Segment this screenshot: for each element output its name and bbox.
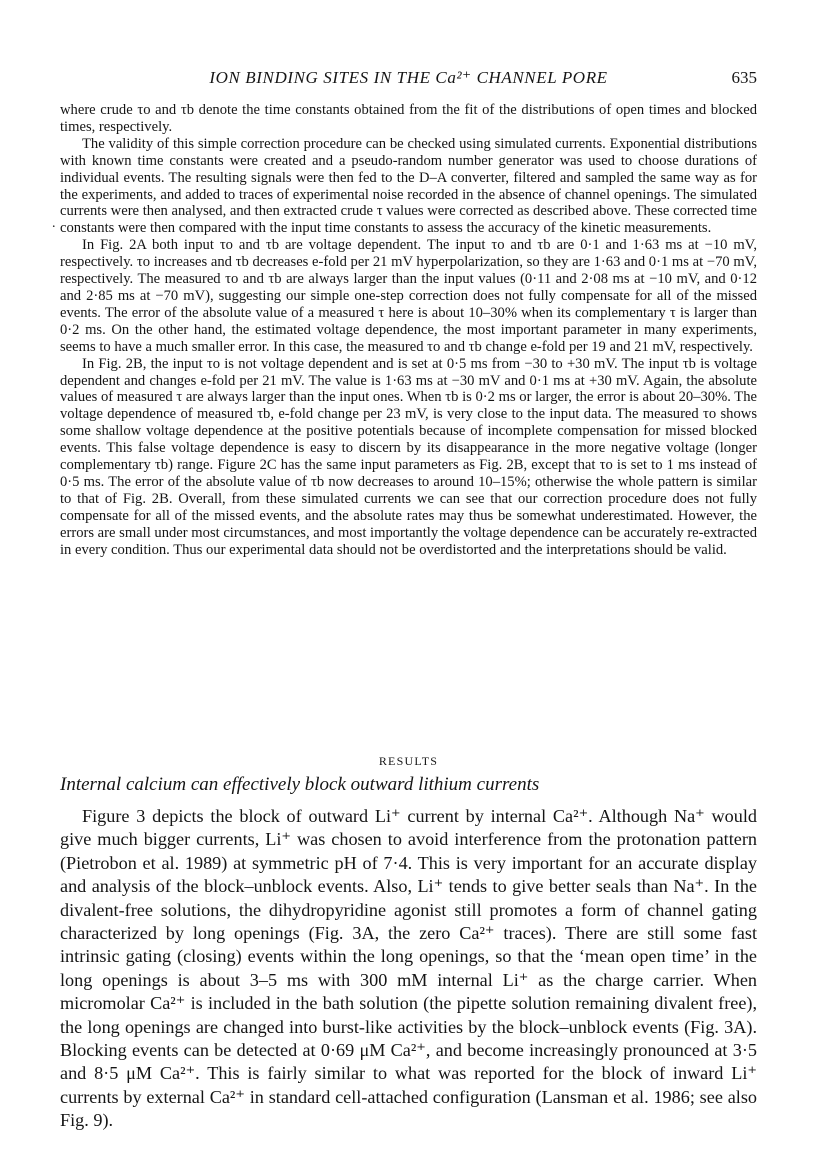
section-heading-results: RESULTS [378, 754, 439, 768]
running-title: ION BINDING SITES IN THE Ca²⁺ CHANNEL PORE [209, 68, 608, 87]
paragraph-correction-def: where crude τo and τb denote the time constants obtained from the fit of the distributions of open times and blocked times, respectively. [60, 102, 757, 135]
paragraph-simulation: The validity of this simple correction procedure can be checked using simulated currents. Exponential distributions with known time constants were created and a pseudo-random number generator was used to choose durations of individual events. The resulting signals were then fed to the D–A converter, filtered and sampled the same way as for the experiments, and added to traces of experimental noise recorded in the absence of channel openings. The simulated currents were then analysed, and then extracted crude τ values were corrected as described above. These corrected time constants were then compared with the input time constants to assess the accuracy of the kinetic measurements. [60, 135, 757, 237]
paragraph-fig2a: In Fig. 2A both input τo and τb are voltage dependent. The input τo and τb are 0·1 and 1·63 ms at −10 mV, respectively. τo increases and τb decreases e-fold per 21 mV hyperpolarization, so they are 1·63 and 0·1 ms at −70 mV, respectively. The measured τo and τb are always larger than the input values (0·11 and 2·08 ms at −10 mV, and 0·12 and 2·85 ms at −70 mV), suggesting our simple one-step correction does not fully compensate for all of the missed events. The error of the absolute value of a measured τ here is about 10–30% when its complementary τ is larger than 0·2 ms. On the other hand, the estimated voltage dependence, the most important parameter in many experiments, seems to have a much smaller error. In this case, the measured τo and τb change e-fold per 19 and 21 mV, respectively. [60, 237, 757, 355]
page-header [60, 66, 757, 90]
page-number: 635 [731, 68, 757, 87]
methods-continued [60, 102, 757, 558]
results-body [60, 805, 757, 1133]
subsection-heading: Internal calcium can effectively block outward lithium currents [60, 774, 540, 795]
paragraph-fig2b: In Fig. 2B, the input τo is not voltage dependent and is set at 0·5 ms from −30 to +30 mV. The input τb is voltage dependent and changes e-fold per 21 mV. The value is 1·63 ms at −30 mV and 0·1 ms at +30 mV. Again, the absolute values of measured τ are always larger than the input ones. When τb is 0·2 ms or larger, the error is about 20–30%. The voltage dependence of measured τb, e-fold change per 23 mV, is very close to the input data. The measured τo shows some shallow voltage dependence at the positive potentials because of incomplete compensation for missed blocked events. This false voltage dependence is easy to discern by its disappearance in the more negative voltage (longer complementary τb) range. Figure 2C has the same input parameters as Fig. 2B, except that τo is set to 1 ms instead of 0·5 ms. The error of the absolute value of τb now decreases to around 10–15%; otherwise the whole pattern is similar to that of Fig. 2B. Overall, from these simulated currents we can see that our correction procedure does not fully compensate for all of the missed events, and the absolute rates may thus be somewhat underestimated. However, the errors are small under most circumstances, and most importantly the voltage dependence can be accurately re-extracted in every condition. Thus our experimental data should not be overdistorted and the interpretations should be valid. [60, 355, 757, 558]
margin-mark: . [52, 216, 56, 231]
paragraph-results-1: Figure 3 depicts the block of outward Li⁺ current by internal Ca²⁺. Although Na⁺ would give much bigger currents, Li⁺ was chosen to avoid interference from the protonation pattern (Pietrobon et al. 1989) at symmetric pH of 7·4. This is very important for an accurate display and analysis of the block–unblock events. Also, Li⁺ tends to give better seals than Na⁺. In the divalent-free solutions, the dihydropyridine agonist still promotes a form of channel gating characterized by long openings (Fig. 3A, the zero Ca²⁺ traces). There are still some fast intrinsic gating (closing) events within the long openings, so that the ‘mean open time’ in the long openings is about 3–5 ms with 300 mM internal Li⁺ as the charge carrier. When micromolar Ca²⁺ is included in the bath solution (the pipette solution remaining divalent free), the long openings are changed into burst-like activities by the block–unblock events (Fig. 3A). Blocking events can be detected at 0·69 μM Ca²⁺, and become increasingly pronounced at 3·5 and 8·5 μM Ca²⁺. This is fairly similar to what was reported for the block of inward Li⁺ currents by external Ca²⁺ in standard cell-attached configuration (Lansman et al. 1986; see also Fig. 9). [60, 806, 757, 1131]
